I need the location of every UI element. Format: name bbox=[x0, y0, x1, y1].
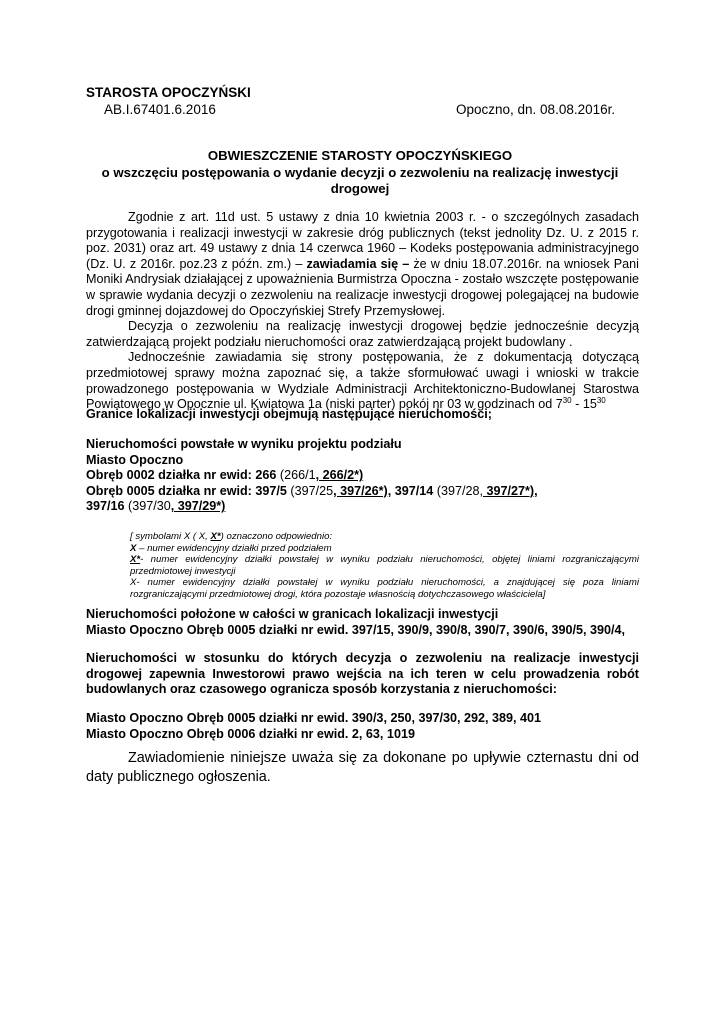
row2-c: , 397/26*) bbox=[333, 483, 388, 498]
whole-parcels: Miasto Opoczno Obręb 0005 działki nr ewid. 397/15, 390/9, 390/8, 390/7, 390/6, 390/5, 390/4, bbox=[86, 622, 626, 637]
division-section bbox=[86, 437, 538, 515]
whole-heading: Nieruchomości położone w całości w granicach lokalizacji inwestycji bbox=[86, 607, 499, 621]
division-row-2 bbox=[86, 484, 538, 500]
legend-line-2 bbox=[130, 543, 639, 555]
para1-bold: zawiadamia się – bbox=[306, 256, 410, 271]
division-row-3 bbox=[86, 499, 538, 515]
authority-name: STAROSTA OPOCZYŃSKI bbox=[86, 85, 251, 100]
legend-l2-b: – numer ewidencyjny działki przed podziałem bbox=[136, 542, 332, 554]
paragraph-legal-basis bbox=[86, 210, 639, 319]
notice-title bbox=[80, 148, 640, 198]
legend-l1-a: [ symbolami X ( X, bbox=[130, 531, 211, 542]
boundaries-heading: Granice lokalizacji inwestycji obejmują następujące nieruchomości; bbox=[86, 407, 492, 421]
division-city: Miasto Opoczno bbox=[86, 452, 184, 467]
para1-text-b: że w dniu 18.07.2016r. na wniosek Pani Moniki Andrysiak działającej z upoważnienia Burmistrza Opoczna - zostało wszczęte postępowanie w sprawie wydania decyzji o zezwoleniu na realizacje inwestycji drogowej polegającej na budowie drogi gminnej dojazdowej do Opoczyńskiej Strefy Przemysłowej. bbox=[86, 256, 639, 318]
legend-l3-a: X* bbox=[130, 554, 141, 566]
closing-statement: Zawiadomienie niniejsze uważa się za dokonane po upływie czternastu dni od daty publicznego ogłoszenia. bbox=[86, 750, 639, 785]
legend-l1-b: X* bbox=[210, 531, 221, 542]
division-heading: Nieruchomości powstałe w wyniku projektu podziału bbox=[86, 437, 402, 451]
row2-g: , bbox=[534, 483, 538, 498]
row2-d: , 397/14 bbox=[387, 483, 434, 498]
division-row-1 bbox=[86, 468, 538, 484]
legend-l2-a: X bbox=[130, 542, 137, 554]
temporary-access-text: Nieruchomości w stosunku do których decyzja o zezwoleniu na realizacje inwestycji drogowej zapewnia Inwestorowi prawo wejścia na ich teren w celu prowadzenia robót budowlanych oraz czasowego ogranicza sposób korzystania z nieruchomości: bbox=[86, 651, 639, 697]
temporary-parcels bbox=[86, 711, 541, 742]
hours-sup-start: 30 bbox=[562, 395, 572, 405]
row3-c: , 397/29*) bbox=[170, 499, 226, 514]
row2-b: (397/25 bbox=[286, 483, 334, 498]
legend-line-4: X- numer ewidencyjny działki powstałej w wyniku podziału nieruchomości, a znajdującej się poza liniami rozgraniczającymi przedmiotowej drogi, która pozostaje własnością dotychczasowego właściciela] bbox=[130, 577, 639, 600]
para3-text: Jednocześnie zawiadamia się strony postępowania, że z dokumentacją dotyczącą przedmiotowej sprawy można zapoznać się, a także sformułować uwagi i wnioski w trakcie prowadzonego postępowania w Wydziale Administracji Architektoniczno-Budowlanej Starostwa Powiatowego w Opocznie ul. Kwiatowa 1a (niski parter) pokój nr 03 w godzinach od 7 bbox=[86, 350, 639, 412]
row1-c: , 266/2*) bbox=[315, 468, 364, 483]
title-line-3: drogowej bbox=[330, 181, 390, 196]
legend-line-3 bbox=[130, 554, 639, 577]
legend-l3-b: - numer ewidencyjny działki powstałej w wyniku podziału nieruchomości, objętej liniami rozgraniczającymi przedmiotowej inwestycji bbox=[130, 554, 639, 577]
whole-properties bbox=[86, 607, 625, 638]
temporary-parcels-line-1: Miasto Opoczno Obręb 0005 działki nr ewid. 390/3, 250, 397/30, 292, 389, 401 bbox=[86, 711, 541, 725]
row2-a: Obręb 0005 działka nr ewid: 397/5 bbox=[86, 483, 287, 498]
row3-a: 397/16 bbox=[86, 499, 125, 514]
paragraph-decision: Decyzja o zezwoleniu na realizację inwestycji drogowej będzie jednocześnie decyzją zatwierdzającą projekt podziału nieruchomości oraz zatwierdzającą projekt budowlany . bbox=[86, 319, 639, 349]
row3-b: (397/30 bbox=[124, 499, 171, 514]
row2-f: 397/27*) bbox=[483, 483, 535, 498]
legend-l1-c: ) oznaczono odpowiednio: bbox=[220, 531, 333, 542]
para1-text-a: Zgodnie z art. 11d ust. 5 ustawy z dnia 10 kwietnia 2003 r. - o szczególnych zasadach przygotowania i realizacji inwestycji w zakresie dróg publicznych (tekst jednolity Dz. U. z 2015 r. poz. 2031) oraz art. 49 ustawy z dnia 14 czerwca 1960 – Kodeks postępowania administracyjnego (Dz. U. z 2016r. poz.23 z późn. zm.) – bbox=[86, 210, 639, 271]
legend-line-1 bbox=[130, 531, 639, 543]
notice-body bbox=[86, 210, 639, 413]
para3-dash: - 15 bbox=[571, 397, 597, 412]
symbol-legend bbox=[130, 531, 639, 601]
place-date: Opoczno, dn. 08.08.2016r. bbox=[456, 102, 616, 117]
reference-number: AB.I.67401.6.2016 bbox=[104, 102, 216, 117]
row1-a: Obręb 0002 działka nr ewid: 266 bbox=[86, 468, 277, 483]
title-line-2: o wszczęciu postępowania o wydanie decyzji o zezwoleniu na realizację inwestycji bbox=[101, 164, 619, 180]
row1-b: (266/1 bbox=[276, 468, 316, 483]
temporary-parcels-line-2: Miasto Opoczno Obręb 0006 działki nr ewid. 2, 63, 1019 bbox=[86, 726, 415, 741]
paragraph-access bbox=[86, 350, 639, 412]
row2-e: (397/28, bbox=[433, 483, 483, 498]
hours-sup-end: 30 bbox=[596, 395, 606, 405]
title-line-1: OBWIESZCZENIE STAROSTY OPOCZYŃSKIEGO bbox=[207, 148, 513, 163]
